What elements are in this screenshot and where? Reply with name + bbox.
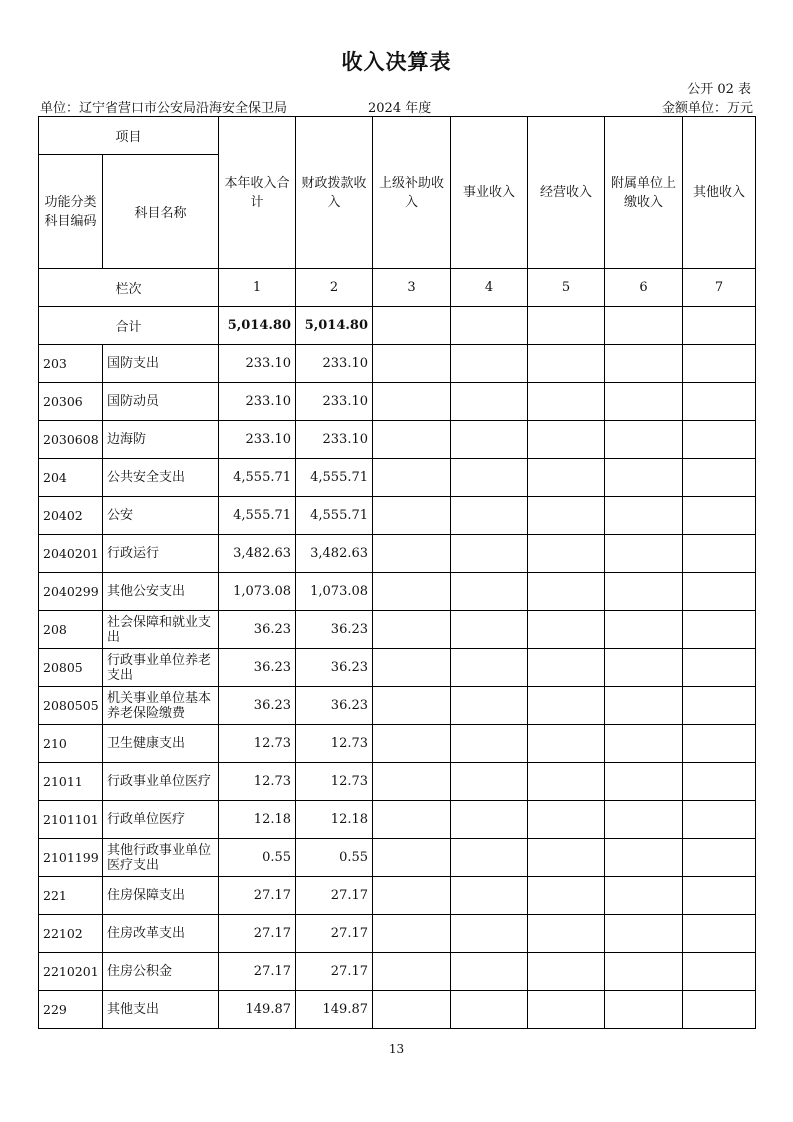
empty-cell — [605, 915, 683, 953]
row-total: 233.10 — [219, 383, 296, 421]
empty-cell — [373, 915, 451, 953]
empty-cell — [683, 877, 756, 915]
row-code: 22102 — [39, 915, 103, 953]
empty-cell — [605, 611, 683, 649]
row-name: 国防支出 — [103, 345, 219, 383]
row-name: 行政事业单位养老支出 — [103, 649, 219, 687]
empty-cell — [451, 535, 528, 573]
row-fiscal: 233.10 — [296, 421, 373, 459]
row-fiscal: 4,555.71 — [296, 459, 373, 497]
col-number-2: 2 — [296, 269, 373, 307]
row-total: 1,073.08 — [219, 573, 296, 611]
empty-cell — [605, 801, 683, 839]
col-number-4: 4 — [451, 269, 528, 307]
empty-cell — [528, 345, 605, 383]
empty-cell — [451, 649, 528, 687]
empty-cell — [451, 915, 528, 953]
table-row — [39, 725, 756, 763]
empty-cell — [605, 839, 683, 877]
row-code: 20402 — [39, 497, 103, 535]
row-total: 12.73 — [219, 763, 296, 801]
row-code: 203 — [39, 345, 103, 383]
row-fiscal: 12.73 — [296, 763, 373, 801]
row-code: 20805 — [39, 649, 103, 687]
empty-cell — [683, 307, 756, 345]
row-fiscal: 233.10 — [296, 345, 373, 383]
empty-cell — [451, 839, 528, 877]
row-code: 2040201 — [39, 535, 103, 573]
empty-cell — [373, 611, 451, 649]
row-name: 公安 — [103, 497, 219, 535]
empty-cell — [605, 573, 683, 611]
empty-cell — [528, 611, 605, 649]
col-number-7: 7 — [683, 269, 756, 307]
row-fiscal: 12.73 — [296, 725, 373, 763]
empty-cell — [528, 801, 605, 839]
row-code: 221 — [39, 877, 103, 915]
table-row — [39, 459, 756, 497]
empty-cell — [528, 687, 605, 725]
row-code: 2210201 — [39, 953, 103, 991]
row-name: 社会保障和就业支出 — [103, 611, 219, 649]
empty-cell — [605, 497, 683, 535]
year-label: 2024 年度 — [368, 101, 432, 116]
row-fiscal: 0.55 — [296, 839, 373, 877]
empty-cell — [605, 383, 683, 421]
col-number-3: 3 — [373, 269, 451, 307]
row-total: 36.23 — [219, 649, 296, 687]
row-name: 行政运行 — [103, 535, 219, 573]
empty-cell — [373, 421, 451, 459]
table-row — [39, 611, 756, 649]
empty-cell — [683, 801, 756, 839]
table-row — [39, 953, 756, 991]
empty-cell — [605, 649, 683, 687]
table-row — [39, 649, 756, 687]
empty-cell — [373, 801, 451, 839]
empty-cell — [683, 915, 756, 953]
empty-cell — [528, 459, 605, 497]
total-row — [39, 307, 756, 345]
empty-cell — [683, 459, 756, 497]
empty-cell — [605, 991, 683, 1029]
col-number-1: 1 — [219, 269, 296, 307]
row-total: 12.73 — [219, 725, 296, 763]
page-number: 13 — [388, 1042, 405, 1056]
table-row — [39, 801, 756, 839]
empty-cell — [528, 763, 605, 801]
row-total: 36.23 — [219, 611, 296, 649]
empty-cell — [683, 611, 756, 649]
unit-label: 单位：辽宁省营口市公安局沿海安全保卫局 — [40, 101, 288, 116]
table-row — [39, 877, 756, 915]
header-name: 科目名称 — [103, 155, 219, 269]
empty-cell — [605, 687, 683, 725]
empty-cell — [451, 345, 528, 383]
row-name: 行政事业单位医疗 — [103, 763, 219, 801]
table-row — [39, 535, 756, 573]
row-fiscal: 4,555.71 — [296, 497, 373, 535]
empty-cell — [528, 915, 605, 953]
empty-cell — [683, 535, 756, 573]
row-fiscal: 27.17 — [296, 877, 373, 915]
row-code: 2030608 — [39, 421, 103, 459]
row-fiscal: 3,482.63 — [296, 535, 373, 573]
table-row — [39, 497, 756, 535]
header-col-5: 经营收入 — [528, 117, 605, 269]
empty-cell — [528, 991, 605, 1029]
empty-cell — [373, 307, 451, 345]
row-fiscal: 27.17 — [296, 915, 373, 953]
row-name: 行政单位医疗 — [103, 801, 219, 839]
empty-cell — [451, 611, 528, 649]
row-code: 229 — [39, 991, 103, 1029]
total-income: 5,014.80 — [219, 307, 296, 345]
col-number-6: 6 — [605, 269, 683, 307]
empty-cell — [683, 383, 756, 421]
row-fiscal: 36.23 — [296, 687, 373, 725]
header-col-3: 上级补助收入 — [373, 117, 451, 269]
row-total: 27.17 — [219, 877, 296, 915]
empty-cell — [528, 383, 605, 421]
empty-cell — [373, 839, 451, 877]
row-total: 4,555.71 — [219, 497, 296, 535]
table-row — [39, 421, 756, 459]
row-name: 住房公积金 — [103, 953, 219, 991]
table-row — [39, 915, 756, 953]
row-fiscal: 27.17 — [296, 953, 373, 991]
row-total: 12.18 — [219, 801, 296, 839]
empty-cell — [683, 839, 756, 877]
row-name: 其他公安支出 — [103, 573, 219, 611]
row-code: 210 — [39, 725, 103, 763]
table-row — [39, 383, 756, 421]
row-total: 36.23 — [219, 687, 296, 725]
table-row — [39, 839, 756, 877]
empty-cell — [605, 763, 683, 801]
empty-cell — [373, 649, 451, 687]
header-col-1: 本年收入合计 — [219, 117, 296, 269]
header-code: 功能分类科目编码 — [39, 155, 103, 269]
empty-cell — [451, 877, 528, 915]
table-row — [39, 687, 756, 725]
empty-cell — [451, 459, 528, 497]
total-fiscal: 5,014.80 — [296, 307, 373, 345]
empty-cell — [451, 421, 528, 459]
row-code: 20306 — [39, 383, 103, 421]
empty-cell — [451, 991, 528, 1029]
empty-cell — [373, 497, 451, 535]
page-title: 收入决算表 — [341, 50, 452, 74]
header-item: 项目 — [39, 117, 219, 155]
empty-cell — [683, 687, 756, 725]
empty-cell — [683, 725, 756, 763]
empty-cell — [528, 307, 605, 345]
row-fiscal: 12.18 — [296, 801, 373, 839]
empty-cell — [451, 763, 528, 801]
row-name: 其他行政事业单位医疗支出 — [103, 839, 219, 877]
row-total: 233.10 — [219, 421, 296, 459]
empty-cell — [373, 763, 451, 801]
row-total: 0.55 — [219, 839, 296, 877]
row-index-label: 栏次 — [39, 269, 219, 307]
row-name: 公共安全支出 — [103, 459, 219, 497]
empty-cell — [528, 497, 605, 535]
empty-cell — [373, 687, 451, 725]
row-code: 2080505 — [39, 687, 103, 725]
empty-cell — [605, 459, 683, 497]
empty-cell — [451, 953, 528, 991]
empty-cell — [373, 535, 451, 573]
row-fiscal: 1,073.08 — [296, 573, 373, 611]
empty-cell — [451, 497, 528, 535]
empty-cell — [683, 991, 756, 1029]
row-fiscal: 36.23 — [296, 649, 373, 687]
table-row — [39, 991, 756, 1029]
empty-cell — [683, 345, 756, 383]
row-total: 27.17 — [219, 953, 296, 991]
row-name: 住房改革支出 — [103, 915, 219, 953]
row-name: 机关事业单位基本养老保险缴费 — [103, 687, 219, 725]
empty-cell — [373, 953, 451, 991]
empty-cell — [373, 383, 451, 421]
empty-cell — [528, 649, 605, 687]
empty-cell — [605, 877, 683, 915]
row-name: 其他支出 — [103, 991, 219, 1029]
empty-cell — [683, 497, 756, 535]
empty-cell — [528, 953, 605, 991]
total-label: 合计 — [39, 307, 219, 345]
empty-cell — [528, 877, 605, 915]
row-name: 边海防 — [103, 421, 219, 459]
row-code: 204 — [39, 459, 103, 497]
table-row — [39, 573, 756, 611]
row-total: 149.87 — [219, 991, 296, 1029]
row-code: 2040299 — [39, 573, 103, 611]
empty-cell — [373, 573, 451, 611]
row-code: 2101101 — [39, 801, 103, 839]
empty-cell — [683, 573, 756, 611]
row-fiscal: 149.87 — [296, 991, 373, 1029]
empty-cell — [605, 421, 683, 459]
row-total: 27.17 — [219, 915, 296, 953]
income-table — [38, 116, 756, 1029]
table-row — [39, 345, 756, 383]
empty-cell — [683, 953, 756, 991]
row-total: 4,555.71 — [219, 459, 296, 497]
empty-cell — [451, 307, 528, 345]
empty-cell — [528, 839, 605, 877]
row-fiscal: 233.10 — [296, 383, 373, 421]
col-number-5: 5 — [528, 269, 605, 307]
empty-cell — [605, 953, 683, 991]
row-name: 卫生健康支出 — [103, 725, 219, 763]
money-unit-label: 金额单位：万元 — [661, 101, 753, 116]
empty-cell — [451, 725, 528, 763]
empty-cell — [373, 991, 451, 1029]
row-name: 住房保障支出 — [103, 877, 219, 915]
empty-cell — [683, 421, 756, 459]
empty-cell — [605, 345, 683, 383]
empty-cell — [451, 383, 528, 421]
row-code: 21011 — [39, 763, 103, 801]
empty-cell — [451, 801, 528, 839]
row-code: 2101199 — [39, 839, 103, 877]
empty-cell — [528, 421, 605, 459]
empty-cell — [373, 459, 451, 497]
empty-cell — [373, 725, 451, 763]
form-number: 公开 02 表 — [687, 82, 751, 97]
row-code: 208 — [39, 611, 103, 649]
empty-cell — [683, 649, 756, 687]
empty-cell — [528, 573, 605, 611]
empty-cell — [605, 535, 683, 573]
empty-cell — [605, 307, 683, 345]
empty-cell — [605, 725, 683, 763]
empty-cell — [373, 877, 451, 915]
header-col-6: 附属单位上缴收入 — [605, 117, 683, 269]
empty-cell — [528, 725, 605, 763]
row-fiscal: 36.23 — [296, 611, 373, 649]
row-total: 3,482.63 — [219, 535, 296, 573]
table-row — [39, 763, 756, 801]
empty-cell — [528, 535, 605, 573]
meta-line — [40, 97, 753, 115]
header-col-4: 事业收入 — [451, 117, 528, 269]
header-col-7: 其他收入 — [683, 117, 756, 269]
row-total: 233.10 — [219, 345, 296, 383]
empty-cell — [683, 763, 756, 801]
empty-cell — [373, 345, 451, 383]
empty-cell — [451, 687, 528, 725]
header-col-2: 财政拨款收入 — [296, 117, 373, 269]
empty-cell — [451, 573, 528, 611]
row-name: 国防动员 — [103, 383, 219, 421]
